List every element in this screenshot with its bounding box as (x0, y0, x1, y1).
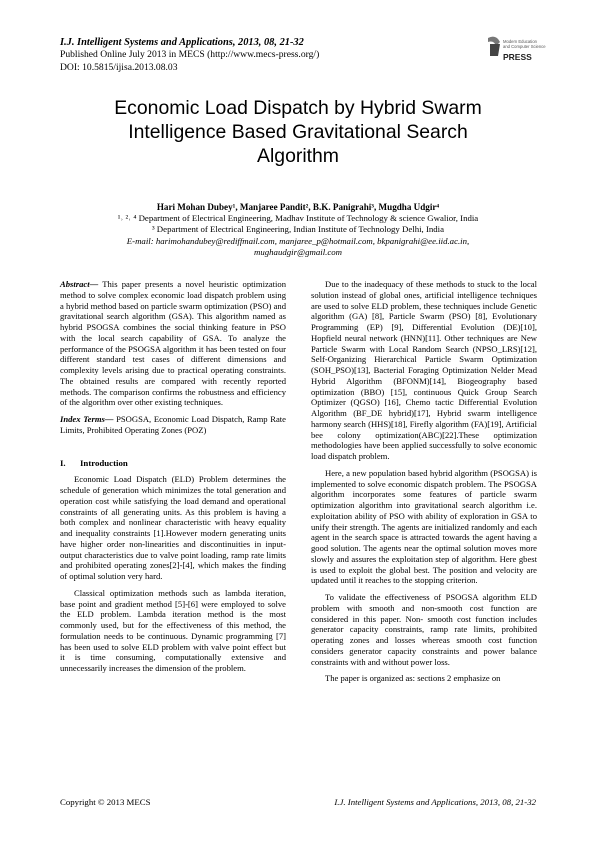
section-heading (60, 458, 286, 469)
footer-journal: I.J. Intelligent Systems and Applications, 2013, 08, 21-32 (334, 797, 536, 807)
abstract-text: This paper presents a novel heuristic optimization method to solve complex economic load dispatch problem using a hybrid method based on particle swarm optimization (PSO) and gravitational search algorithm (GSA). This algorithm named as hybrid PSOGSA combines the social thinking feature in PSO with the local search capability of GSA. To analyze the performance of the PSOGSA algorithm it has been tested on four different standard test cases of different dimensions and complexity levels arising due to practical operating constraints. The obtained results are compared with recently reported methods. The comparison confirms the robustness and efficiency of the algorithm over other existing techniques. (60, 279, 286, 408)
affiliation-1: ¹˒ ²˒ ⁴ Department of Electrical Engineering, Madhav Institute of Technology & science Gwalior, India (117, 213, 479, 224)
title-line-3: Algorithm (257, 145, 339, 167)
title-line-2: Intelligence Based Gravitational Search (128, 121, 468, 143)
author-emails-1: E-mail: harimohandubey@rediffmail.com, manjaree_p@hotmail.com, bkpanigrahi@ee.iid.ac.in, (126, 235, 470, 246)
svg-text:and Computer Science: and Computer Science (503, 44, 546, 49)
publication-line: Published Online July 2013 in MECS (http://www.mecs-press.org/) (60, 49, 320, 61)
right-paragraph-1: Due to the inadequacy of these methods to stuck to the local solution instead of global ones, artificial intelligence techniques are used to solve ELD problem, these techniques include Genetic algorithm (GA) [8], Particle Swarm (PSO) [8], Evolutionary Programming (EP) [9], Differential Evolution (DE)[10], Hopfield neural network (HNN)[11]. Other techniques are New Particle Swarm with Local Random Search (NPSO_LRS)[12], Self-Organizing Hierarchical Particle Swarm Optimization (SOH_PSO)[13], Bacterial Foraging Optimization Nelder Mead Hybrid Algorithm (BFONM)[14], Biogeography based optimization (BBO) [15], continuous Quick Group Search Optimizer (QGSO) [16], Chemo tactic Differential Evolution Algorithm (BF_DE hybrid)[17], Hybrid swarm intelligence harmony search (HHS)[18], Firefly algorithm (FA)[19], Artificial bee colony optimization(ABC)[22].These optimization methodologies have been applied successfully to solve economic load dispatch problem. (311, 279, 537, 461)
publisher-logo (486, 34, 546, 70)
intro-paragraph-2: Classical optimization methods such as lambda iteration, base point and gradient method [5]-[6] were employed to solve the ELD problem. Lambda iteration method is the most commonly used, but for the effectiveness of this method, the formulation needs to be continuous. Dynamic programming [7] has been used to solve ELD problem with valve point effect but it is time consuming, computationally extensive and unnecessarily increases the dimension of the problem. (60, 587, 286, 673)
author-emails-2: mughaudgir@gmail.com (254, 246, 342, 257)
affiliation-2: ³ Department of Electrical Engineering, Indian Institute of Technology Delhi, India (151, 224, 445, 235)
right-paragraph-4: The paper is organized as: sections 2 emphasize on (325, 673, 501, 684)
journal-title: I.J. Intelligent Systems and Applications, 2013, 08, 21-32 (60, 37, 304, 48)
author-block (60, 202, 536, 258)
right-column (311, 279, 537, 690)
abstract-label: Abstract— (60, 279, 99, 289)
page-header (60, 37, 390, 74)
svg-text:PRESS: PRESS (503, 52, 532, 62)
paper-title (60, 96, 536, 168)
index-terms (60, 414, 286, 436)
footer-copyright: Copyright © 2013 MECS (60, 797, 151, 807)
right-paragraph-2: Here, a new population based hybrid algorithm (PSOGSA) is implemented to solve economic dispatch problem. The PSOGSA algorithm incorporates some features of particle swarm optimization algorithm into gravitational search algorithm i.e. exploitation ability of PSO with ability of exploration in GSA to unify their strength. The agents are initialized randomly and each agent in the search space is attracted towards the agent having a good solution. The agents near the optimal solution moves more slowly and assures the exploitation step of algorithm. Here gbest is used to exploit the global best. The position and velocity are updated until it reaches to the stopping criterion. (311, 467, 537, 586)
section-title: Introduction (80, 457, 128, 468)
left-column (60, 279, 286, 680)
doi-line: DOI: 10.5815/ijisa.2013.08.03 (60, 61, 178, 73)
right-paragraph-3: To validate the effectiveness of PSOGSA algorithm ELD problem with smooth and non-smooth cost function are considered in this paper. Non- smooth cost function includes generator capacity constraints, ramp rate limits, prohibited operating zones and losses whereas smooth cost function considers generator capacity constraints and power balance constraints with and without power loss. (311, 592, 537, 667)
abstract (60, 279, 286, 408)
index-terms-label: Index Terms— (60, 414, 114, 424)
index-terms-text: PSOGSA, Economic Load Dispatch, Ramp Rate Limits, Prohibited Operating Zones (POZ) (60, 414, 286, 435)
intro-paragraph-1: Economic Load Dispatch (ELD) Problem determines the schedule of generation which minimizes the total generation and operation cost while satisfying the load demand and operational constraints of all generating units. As this problem is having a both complex and nonlinear characteristic with heavy equality and inequality constraints [1].However modern generating units have higher order non-linearities and discontinuities in input-output characteristics due to valve point loading, ramp rate limits and prohibited operating zones[2]-[4], which makes the finding of optimal solution very hard. (60, 474, 286, 581)
section-number: I. (60, 457, 66, 468)
svg-text:Modern Education: Modern Education (503, 39, 537, 44)
title-line-1: Economic Load Dispatch by Hybrid Swarm (114, 97, 482, 119)
author-names: Hari Mohan Dubey¹, Manjaree Pandit², B.K. Panigrahi³, Mugdha Udgir⁴ (156, 202, 440, 212)
